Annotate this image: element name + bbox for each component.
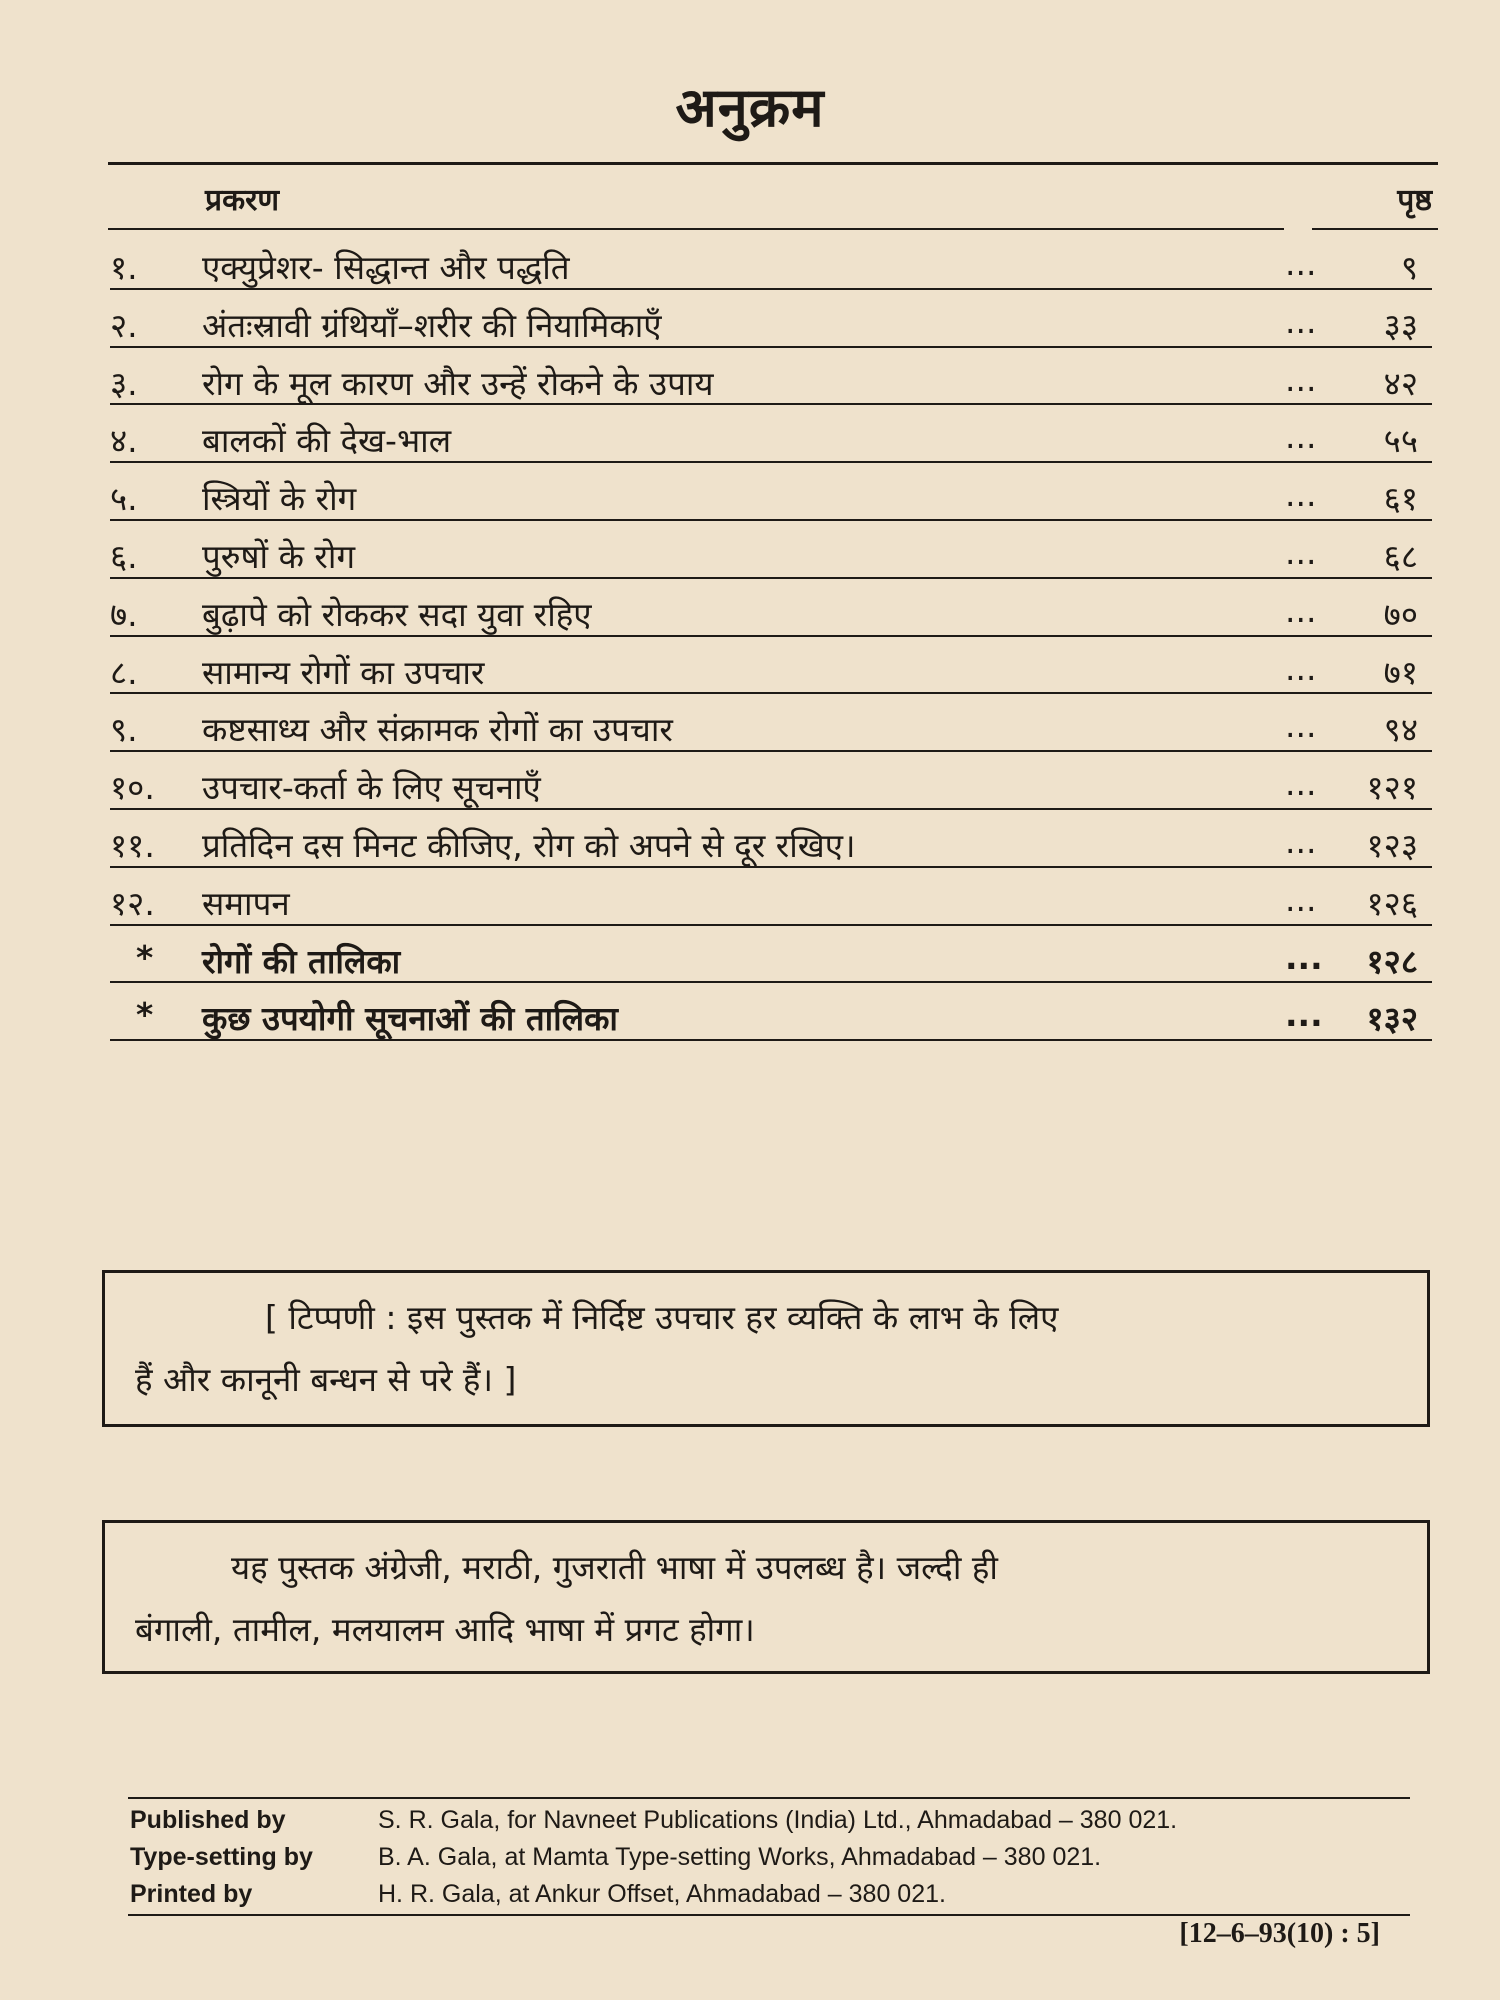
toc-leader: ... [1285,879,1317,919]
column-header-page: पृष्ठ [1397,183,1432,218]
toc-leader: ... [1285,475,1317,515]
toc-title: रोग के मूल कारण और उन्हें रोकने के उपाय [202,363,714,403]
toc-page: ६८ [1383,536,1418,576]
imprint-value: B. A. Gala, at Mamta Type-setting Works, Ahmadabad – 380 021. [378,1843,1102,1871]
imprint [130,1802,1177,1913]
toc-page: ७० [1383,594,1418,634]
languages-line: बंगाली, तामील, मलयालम आदि भाषा में प्रगट होगा। [135,1610,755,1649]
toc-title: कुछ उपयोगी सूचनाओं की तालिका [202,999,618,1039]
toc-row[interactable] [110,232,1432,290]
toc-number: १०. [110,768,155,808]
toc-title: स्त्रियों के रोग [202,479,357,519]
toc-row[interactable] [110,521,1432,579]
toc-title: बालकों की देख-भाल [202,421,452,461]
imprint-line [130,1876,1177,1913]
toc-row[interactable] [110,348,1432,406]
languages-line: यह पुस्तक अंग्रेजी, मराठी, गुजराती भाषा में उपलब्ध है। जल्दी ही [231,1548,998,1587]
imprint-label: Published by [130,1806,286,1834]
note-line: हैं और कानूनी बन्धन से परे हैं। ] [135,1360,517,1399]
toc-title: प्रतिदिन दस मिनट कीजिए, रोग को अपने से दूर रखिए। [202,825,856,865]
imprint-bottom-rule [128,1914,1410,1916]
toc-number: ४. [110,421,138,461]
toc-leader: ... [1285,937,1323,977]
imprint-line [130,1802,1177,1839]
toc-leader: ... [1285,417,1317,457]
toc-leader: ... [1285,244,1317,283]
header-rule-left [108,228,1284,230]
page-title: अनुक्रम [675,76,825,139]
imprint-value: S. R. Gala, for Navneet Publications (India) Ltd., Ahmadabad – 380 021. [378,1806,1178,1834]
imprint-value: H. R. Gala, at Ankur Offset, Ahmadabad – 380 021. [378,1880,946,1908]
toc-leader: ... [1285,590,1317,630]
toc-page: १२८ [1366,941,1418,981]
toc-number: ९. [110,710,138,750]
note-box [102,1270,1430,1427]
table-of-contents [110,232,1432,1041]
languages-box [102,1520,1430,1674]
toc-title: रोगों की तालिका [202,941,401,981]
toc-page: ६१ [1383,479,1418,519]
toc-row[interactable] [110,752,1432,810]
toc-row[interactable] [110,926,1432,984]
note-line: [ टिप्पणी : इस पुस्तक में निर्दिष्ट उपचार हर व्यक्ति के लाभ के लिए [265,1298,1059,1337]
toc-leader: ... [1285,764,1317,804]
column-header-chapter: प्रकरण [205,183,280,218]
toc-number: ६. [110,536,138,576]
toc-title: पुरुषों के रोग [202,536,356,576]
toc-asterisk: * [136,995,154,1035]
header-rule-right [1312,228,1438,230]
toc-row[interactable] [110,405,1432,463]
imprint-line [130,1839,1177,1876]
imprint-label: Type-setting by [130,1843,313,1871]
imprint-label: Printed by [130,1880,253,1908]
toc-page: १२३ [1366,825,1418,865]
toc-row[interactable] [110,463,1432,521]
toc-page: ७१ [1383,652,1418,692]
toc-title: उपचार-कर्ता के लिए सूचनाएँ [202,768,541,808]
toc-page: ९ [1400,248,1418,287]
toc-page: १३२ [1366,999,1418,1039]
toc-row[interactable] [110,810,1432,868]
toc-title: समापन [202,883,290,923]
toc-page: ५५ [1383,421,1418,461]
toc-asterisk: * [136,937,154,977]
toc-number: १. [110,248,138,287]
imprint-top-rule [128,1797,1410,1799]
toc-page: ९४ [1383,710,1418,750]
toc-row[interactable] [110,983,1432,1041]
toc-leader: ... [1285,532,1317,572]
toc-leader: ... [1285,301,1317,341]
toc-number: १२. [110,883,155,923]
top-rule [108,162,1438,165]
toc-row[interactable] [110,637,1432,695]
toc-page: ३३ [1383,305,1418,345]
toc-number: ७. [110,594,138,634]
toc-title: बुढ़ापे को रोककर सदा युवा रहिए [202,594,592,634]
toc-leader: ... [1285,359,1317,399]
toc-number: ५. [110,479,138,519]
toc-page: ४२ [1383,363,1418,403]
toc-page: १२६ [1366,883,1418,923]
toc-row[interactable] [110,868,1432,926]
toc-title: एक्युप्रेशर- सिद्धान्त और पद्धति [202,248,570,287]
toc-row[interactable] [110,290,1432,348]
toc-row[interactable] [110,694,1432,752]
toc-leader: ... [1285,648,1317,688]
toc-leader: ... [1285,821,1317,861]
toc-title: कष्टसाध्य और संक्रामक रोगों का उपचार [202,710,673,750]
toc-leader: ... [1285,995,1323,1035]
toc-number: ३. [110,363,138,403]
toc-number: ११. [110,825,155,865]
toc-leader: ... [1285,706,1317,746]
print-code: [12–6–93(10) : 5] [1179,1918,1380,1949]
toc-number: २. [110,305,138,345]
toc-title: अंतःस्रावी ग्रंथियाँ–शरीर की नियामिकाएँ [202,305,662,345]
toc-page: १२१ [1366,768,1418,808]
toc-number: ८. [110,652,138,692]
toc-title: सामान्य रोगों का उपचार [202,652,485,692]
toc-row[interactable] [110,579,1432,637]
